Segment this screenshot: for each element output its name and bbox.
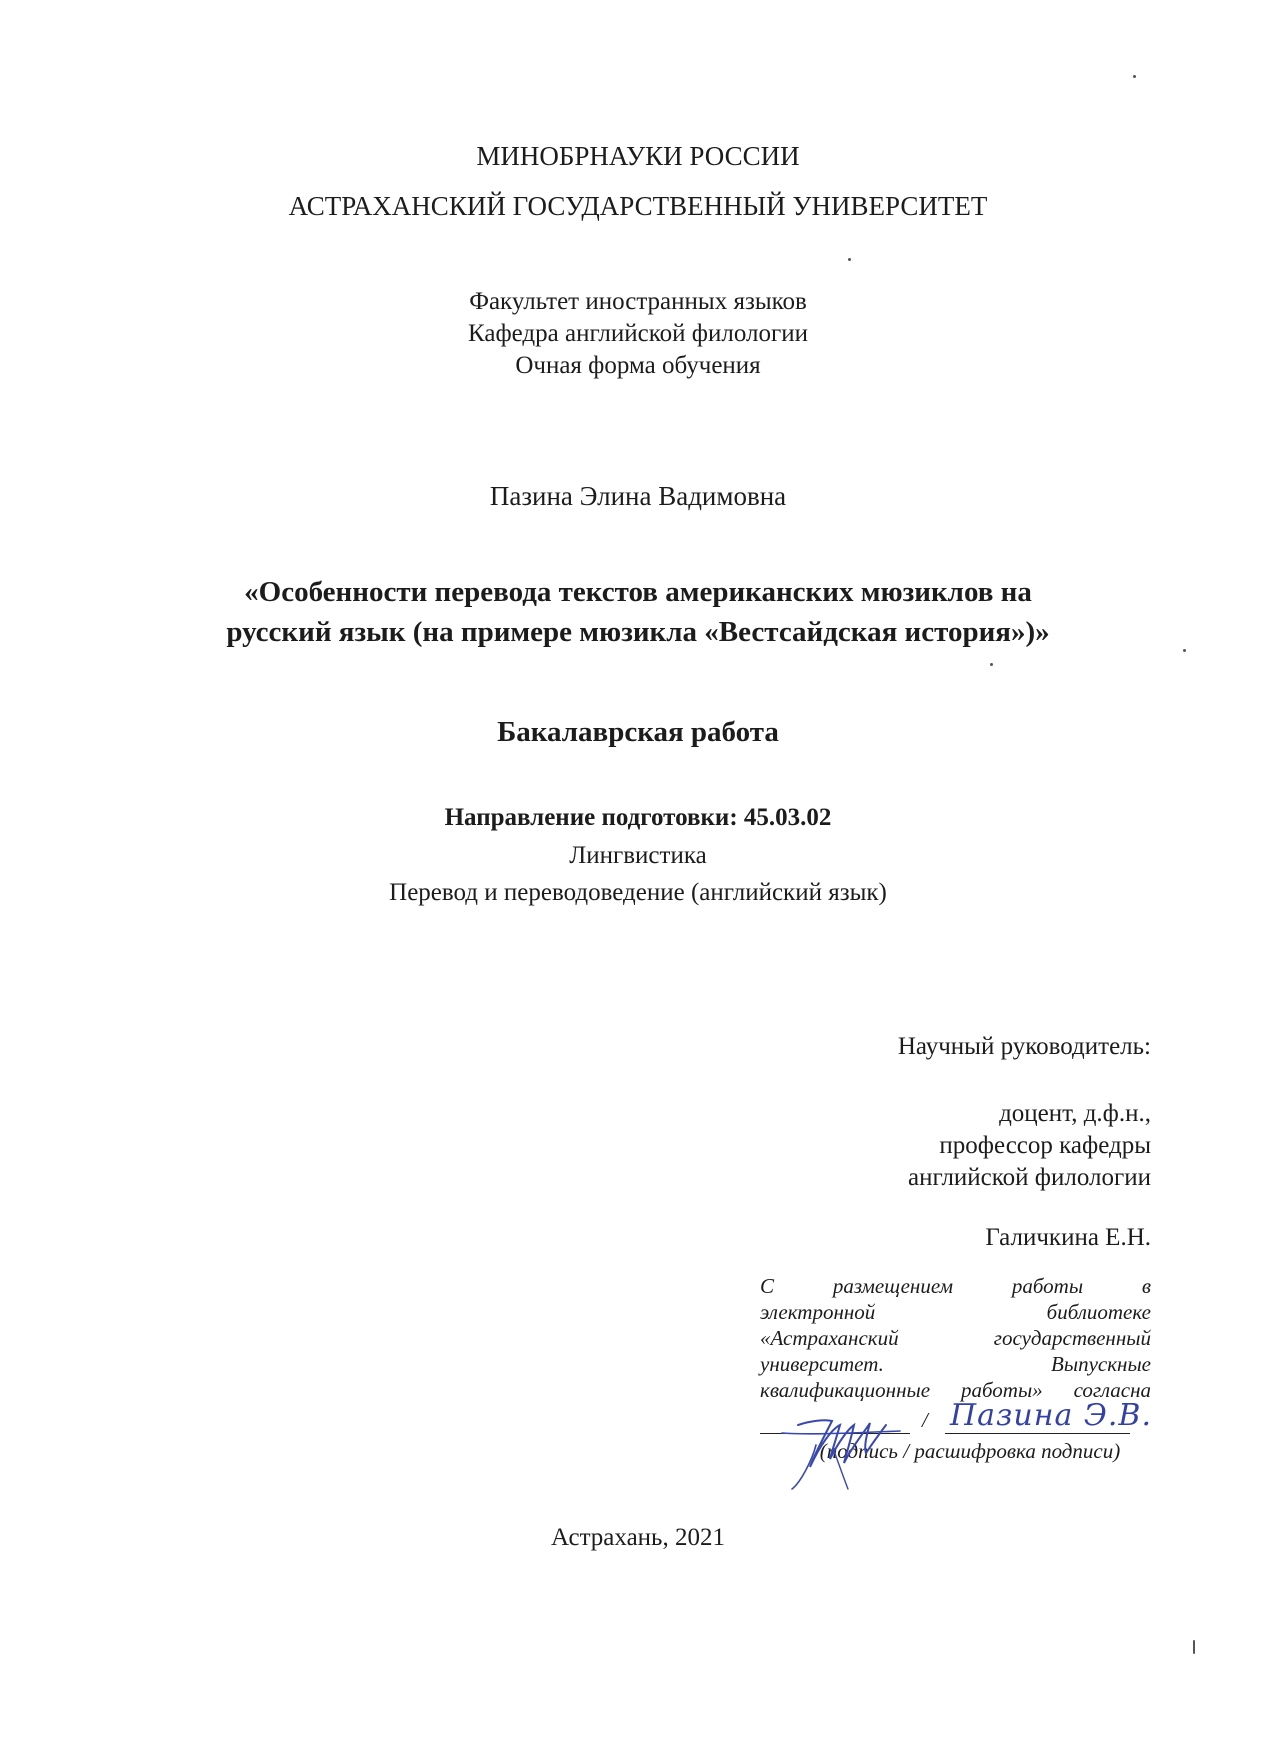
consent-line-3: «Астраханский государственный (760, 1326, 1151, 1350)
consent-line-1: С размещением работы в (760, 1274, 1151, 1298)
ministry-name: МИНОБРНАУКИ РОССИИ (476, 141, 800, 171)
direction-label: Направление подготовки: 45.03.02 (444, 804, 832, 831)
department-name: Кафедра английской филологии (468, 320, 808, 347)
direction-field: Лингвистика (569, 842, 707, 869)
scan-speck (990, 663, 993, 666)
handwritten-name: Пазина Э.В. (950, 1398, 1152, 1433)
city-year: Астрахань, 2021 (551, 1524, 725, 1551)
signature-label: (подпись / расшифровка подписи) (819, 1439, 1121, 1463)
supervisor-name: Галичкина Е.Н. (985, 1224, 1151, 1251)
thesis-title-line2: русский язык (на примере мюзикла «Вестсайдская история»)» (226, 616, 1050, 648)
thesis-title-line1: «Особенности перевода текстов американских мюзиклов на (244, 576, 1032, 608)
supervisor-position-1: доцент, д.ф.н., (999, 1100, 1151, 1127)
scan-speck (1133, 75, 1136, 78)
scan-speck (1183, 649, 1186, 652)
supervisor-position-2: профессор кафедры (939, 1132, 1151, 1159)
name-line (945, 1433, 1130, 1434)
scan-speck (1193, 1640, 1195, 1654)
supervisor-heading: Научный руководитель: (897, 1033, 1151, 1060)
consent-line-4: университет. Выпускные (760, 1352, 1151, 1376)
consent-line-2: электронной библиотеке (760, 1300, 1151, 1324)
handwritten-signature (770, 1385, 920, 1495)
author-name: Пазина Элина Вадимовна (489, 481, 787, 511)
faculty-name: Факультет иностранных языков (469, 288, 807, 315)
study-form: Очная форма обучения (515, 352, 761, 379)
supervisor-position-3: английской филологии (907, 1164, 1151, 1191)
direction-profile: Перевод и переводоведение (английский язык) (389, 879, 887, 906)
consent-line-5: квалификационные работы» согласна (760, 1378, 1151, 1402)
scan-speck (848, 258, 851, 261)
work-type: Бакалаврская работа (497, 716, 779, 748)
university-name: АСТРАХАНСКИЙ ГОСУДАРСТВЕННЫЙ УНИВЕРСИТЕТ (288, 191, 988, 221)
signature-separator: / (922, 1408, 928, 1432)
